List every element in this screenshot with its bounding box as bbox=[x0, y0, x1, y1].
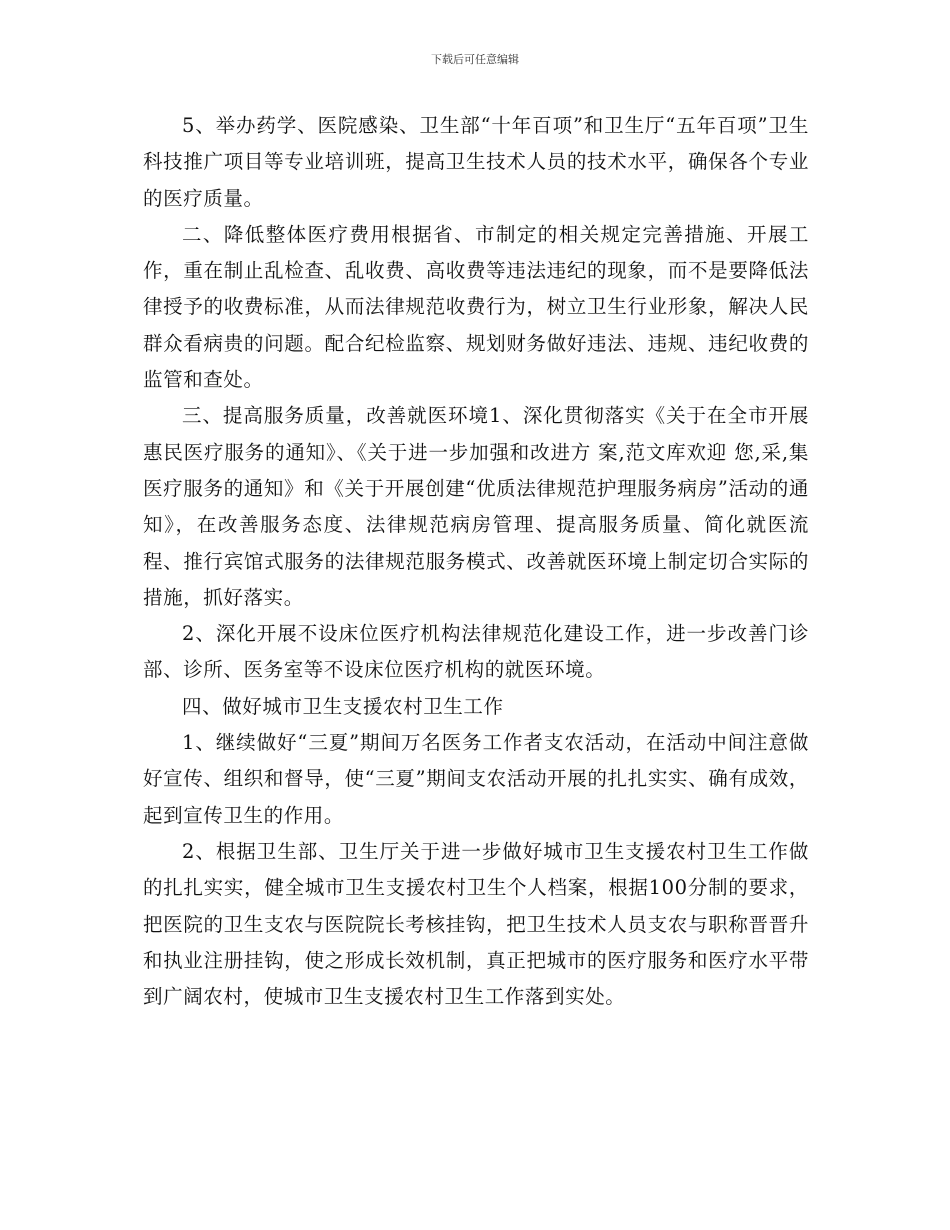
paragraph-clinics: 2、深化开展不设床位医疗机构法律规范化建设工作，进一步改善门诊部、诊所、医务室等不设床位医疗机构的就医环境。 bbox=[143, 622, 809, 682]
page-header-note: 下载后可任意编辑 bbox=[431, 53, 519, 66]
section-heading-rural-support: 四、做好城市卫生支援农村卫生工作 bbox=[182, 694, 504, 718]
paragraph-rural-archive: 2、根据卫生部、卫生厅关于进一步做好城市卫生支援农村卫生工作做的扎扎实实，健全城市卫生支援农村卫生个人档案，根据100分制的要求，把医院的卫生支农与医院院长考核挂钩，把卫生技术人员支农与职称晋晋升和执业注册挂钩，使之形成长效机制，真正把城市的医疗服务和医疗水平带到广阔农村，使城市卫生支援农村卫生工作落到实处。 bbox=[143, 839, 809, 1009]
document-body bbox=[143, 108, 809, 1015]
paragraph-reduce-costs: 二、降低整体医疗费用根据省、市制定的相关规定完善措施、开展工作，重在制止乱检查、乱收费、高收费等违法违纪的现象，而不是要降低法律授予的收费标准，从而法律规范收费行为，树立卫生行业形象，解决人民群众看病贵的问题。配合纪检监察、规划财务做好违法、违规、违纪收费的监管和查处。 bbox=[143, 222, 809, 392]
paragraph-summer-support: 1、继续做好“三夏”期间万名医务工作者支农活动，在活动中间注意做好宣传、组织和督导，使“三夏”期间支农活动开展的扎扎实实、确有成效，起到宣传卫生的作用。 bbox=[143, 731, 809, 827]
paragraph-training: 5、举办药学、医院感染、卫生部“十年百项”和卫生厅“五年百项”卫生科技推广项目等专业培训班，提高卫生技术人员的技术水平，确保各个专业的医疗质量。 bbox=[143, 114, 809, 210]
paragraph-service-quality: 三、提高服务质量，改善就医环境1、深化贯彻落实《关于在全市开展惠民医疗服务的通知》、《关于进一步加强和改进方 案,范文库欢迎 您,采,集医疗服务的通知》和《关于开展创建“优质法律规范护理服务病房”活动的通知》，在改善服务态度、法律规范病房管理、提高服务质量、简化就医流程、推行宾馆式服务的法律规范服务模式、改善就医环境上制定切合实际的措施，抓好落实。 bbox=[143, 404, 809, 609]
